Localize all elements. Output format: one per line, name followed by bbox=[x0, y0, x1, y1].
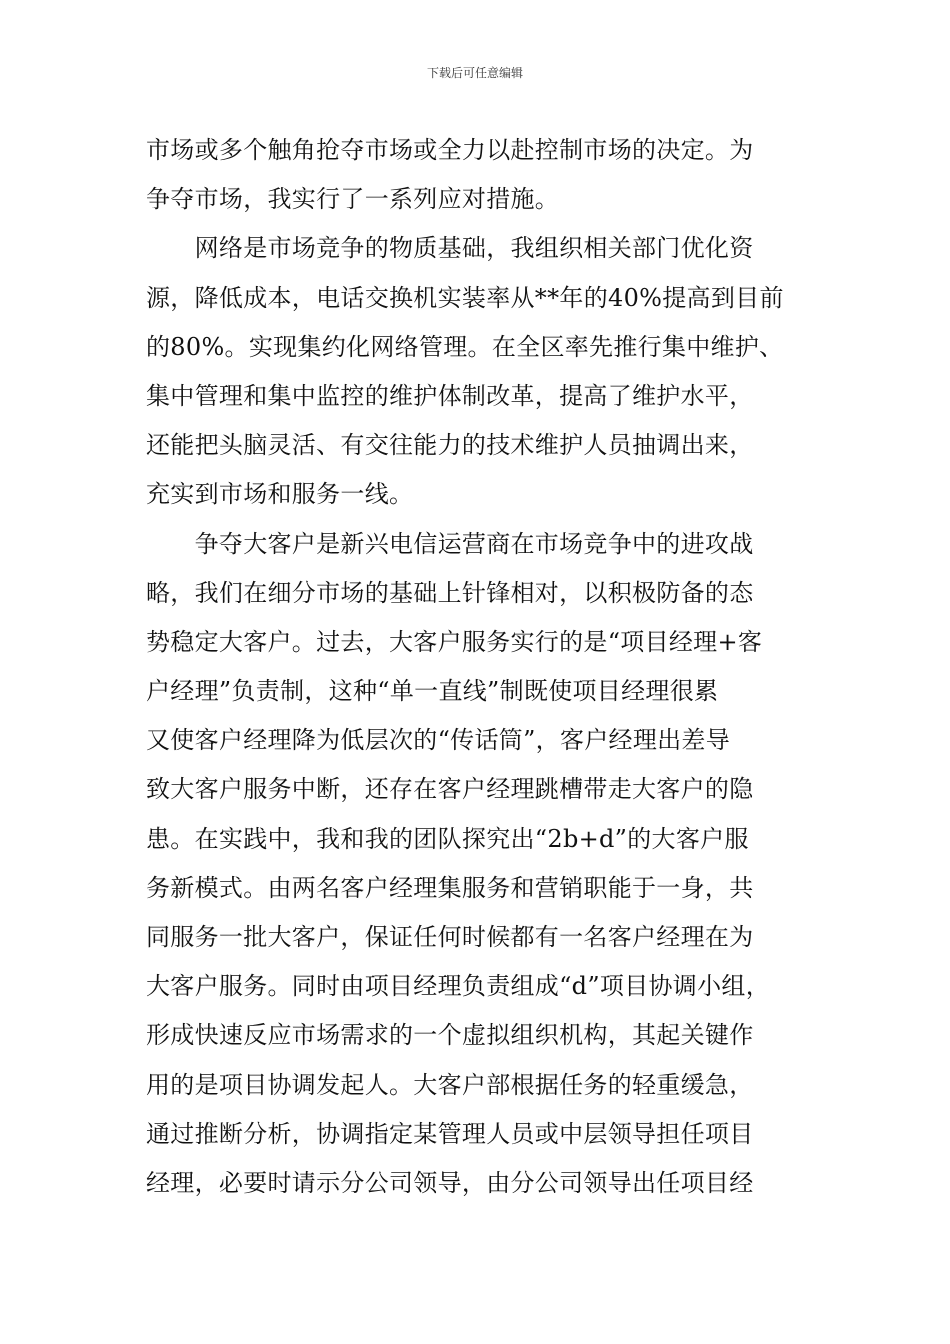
text-line: 患。在实践中，我和我的团队探究出“2b+d”的大客户服 bbox=[146, 824, 749, 853]
text-line: 争夺大客户是新兴电信运营商在市场竞争中的进攻战 bbox=[146, 529, 754, 558]
text-line: 网络是市场竞争的物质基础，我组织相关部门优化资 bbox=[146, 234, 754, 263]
text-line: 又使客户经理降为低层次的“传话筒”，客户经理出差导 bbox=[146, 726, 731, 755]
text-line: 的80%。实现集约化网络管理。在全区率先推行集中维护、 bbox=[146, 332, 784, 361]
text-line: 通过推断分析，协调指定某管理人员或中层领导担任项目 bbox=[146, 1119, 754, 1148]
page-header: 下载后可任意编辑 bbox=[426, 66, 523, 80]
paragraph-1 bbox=[146, 126, 846, 224]
text-line: 势稳定大客户。过去，大客户服务实行的是“项目经理+客 bbox=[146, 627, 763, 656]
text-line: 户经理”负责制，这种“单一直线”制既使项目经理很累 bbox=[146, 677, 719, 706]
text-line: 集中管理和集中监控的维护体制改革，提高了维护水平， bbox=[146, 381, 754, 410]
text-line: 还能把头脑灵活、有交往能力的技术维护人员抽调出来， bbox=[146, 431, 754, 460]
text-line: 争夺市场，我实行了一系列应对措施。 bbox=[146, 185, 560, 214]
text-line: 用的是项目协调发起人。大客户部根据任务的轻重缓急， bbox=[146, 1070, 754, 1099]
paragraph-2 bbox=[146, 224, 846, 519]
text-line: 市场或多个触角抢夺市场或全力以赴控制市场的决定。为 bbox=[146, 136, 754, 164]
text-line: 同服务一批大客户，保证任何时候都有一名客户经理在为 bbox=[146, 923, 754, 951]
document-body bbox=[146, 126, 846, 1208]
text-line: 经理，必要时请示分公司领导，由分公司领导出任项目经 bbox=[146, 1168, 754, 1197]
text-line: 务新模式。由两名客户经理集服务和营销职能于一身，共 bbox=[146, 873, 754, 902]
text-line: 充实到市场和服务一线。 bbox=[146, 480, 414, 509]
text-line: 源，降低成本，电话交换机实装率从**年的40%提高到目前 bbox=[146, 283, 784, 312]
text-line: 略，我们在细分市场的基础上针锋相对，以积极防备的态 bbox=[146, 578, 754, 607]
text-line: 形成快速反应市场需求的一个虚拟组织机构，其起关键作 bbox=[146, 1021, 754, 1050]
text-line: 致大客户服务中断，还存在客户经理跳槽带走大客户的隐 bbox=[146, 775, 754, 804]
paragraph-3 bbox=[146, 520, 846, 1209]
text-line: 大客户服务。同时由项目经理负责组成“d”项目协调小组， bbox=[146, 972, 771, 1001]
